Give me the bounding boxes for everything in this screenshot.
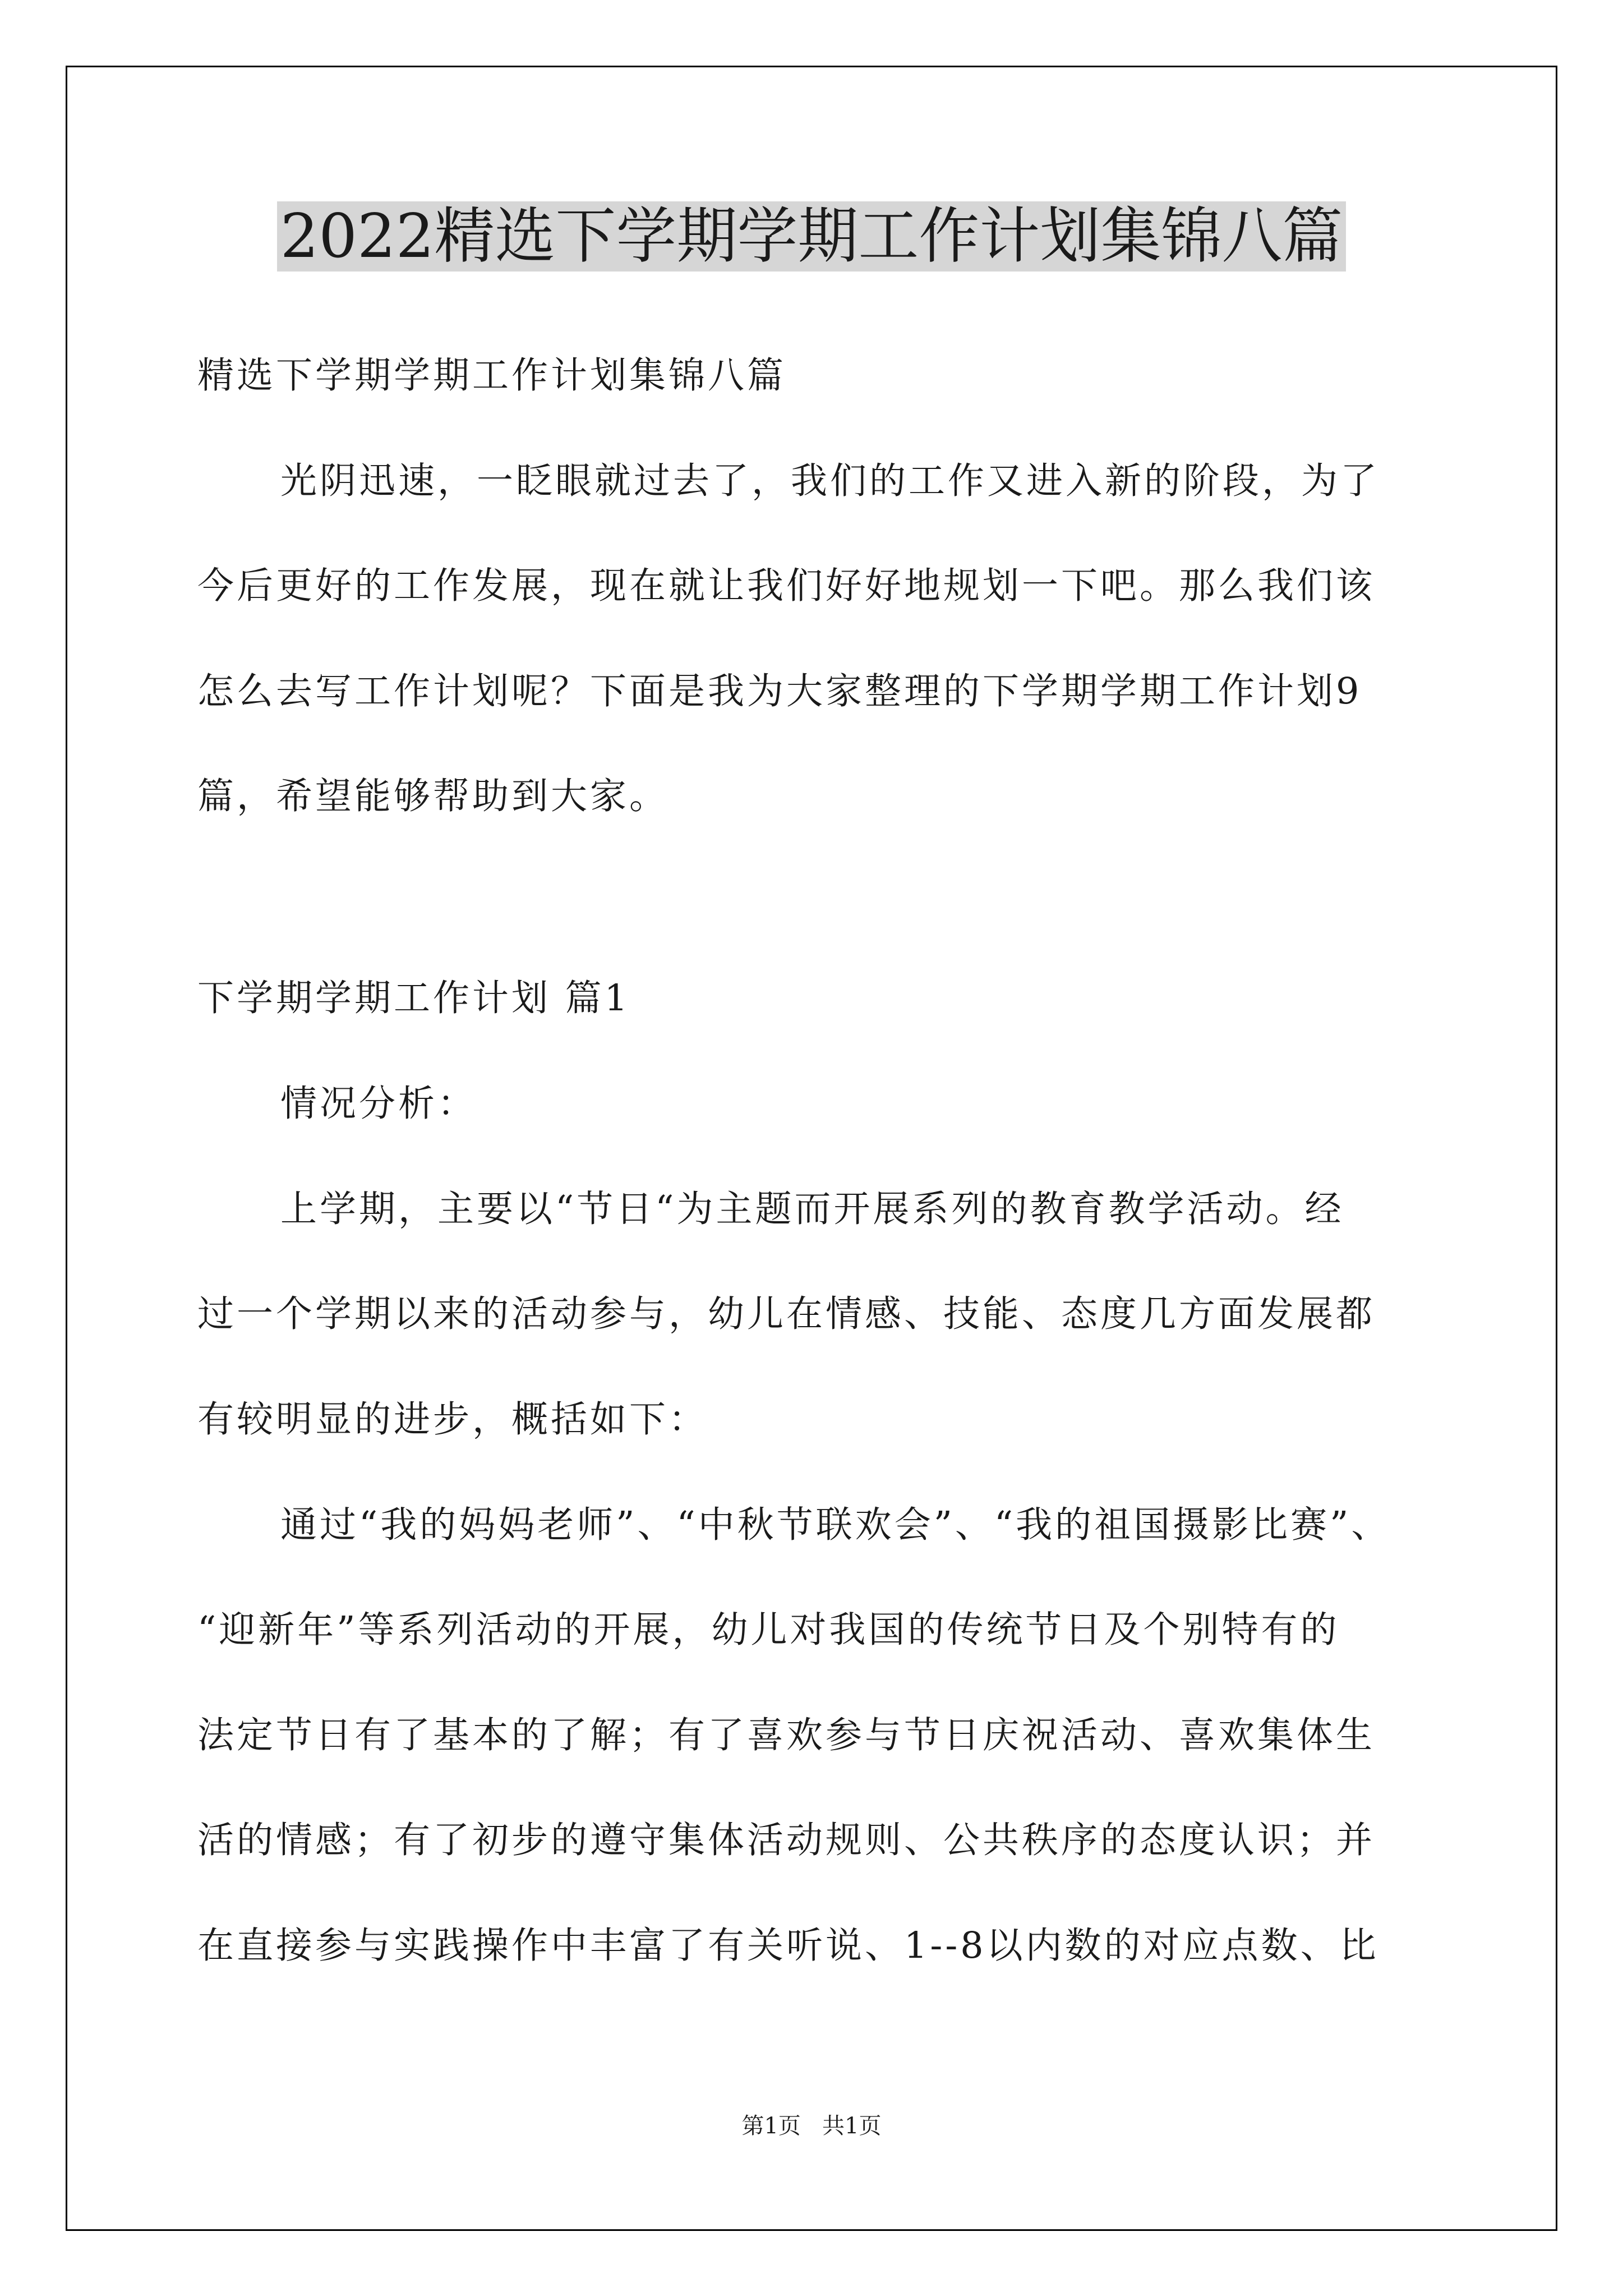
paragraph-line: 有较明显的进步，概括如下：	[197, 1398, 708, 1441]
intro-line: 今后更好的工作发展，现在就让我们好好地规划一下吧。那么我们该	[197, 565, 1376, 607]
paragraph-line: 通过“我的妈妈老师”、“中秋节联欢会”、“我的祖国摄影比赛”、	[280, 1504, 1391, 1546]
paragraph-line: 法定节日有了基本的了解；有了喜欢参与节日庆祝活动、喜欢集体生	[197, 1714, 1376, 1756]
intro-line: 篇，希望能够帮助到大家。	[197, 775, 669, 817]
paragraph-line: 过一个学期以来的活动参与，幼儿在情感、技能、态度几方面发展都	[197, 1293, 1376, 1335]
situation-label: 情况分析：	[280, 1083, 477, 1125]
page-footer: 第1页 共1页	[741, 2113, 882, 2139]
intro-line: 怎么去写工作计划呢？下面是我为大家整理的下学期学期工作计划9	[197, 670, 1362, 712]
intro-line: 光阴迅速，一眨眼就过去了，我们的工作又进入新的阶段，为了	[280, 460, 1380, 502]
document-title-text: 2022精选下学期学期工作计划集锦八篇	[277, 201, 1347, 272]
paragraph-line: 上学期，主要以“节日“为主题而开展系列的教育教学活动。经	[280, 1188, 1344, 1230]
document-title	[0, 197, 1623, 276]
document-subtitle: 精选下学期学期工作计划集锦八篇	[197, 355, 787, 397]
section-heading: 下学期学期工作计划 篇1	[197, 977, 631, 1019]
paragraph-line: “迎新年”等系列活动的开展，幼儿对我国的传统节日及个别特有的	[197, 1609, 1340, 1651]
paragraph-line: 在直接参与实践操作中丰富了有关听说、1--8以内数的对应点数、比	[197, 1925, 1379, 1967]
paragraph-line: 活的情感；有了初步的遵守集体活动规则、公共秩序的态度认识；并	[197, 1819, 1376, 1861]
